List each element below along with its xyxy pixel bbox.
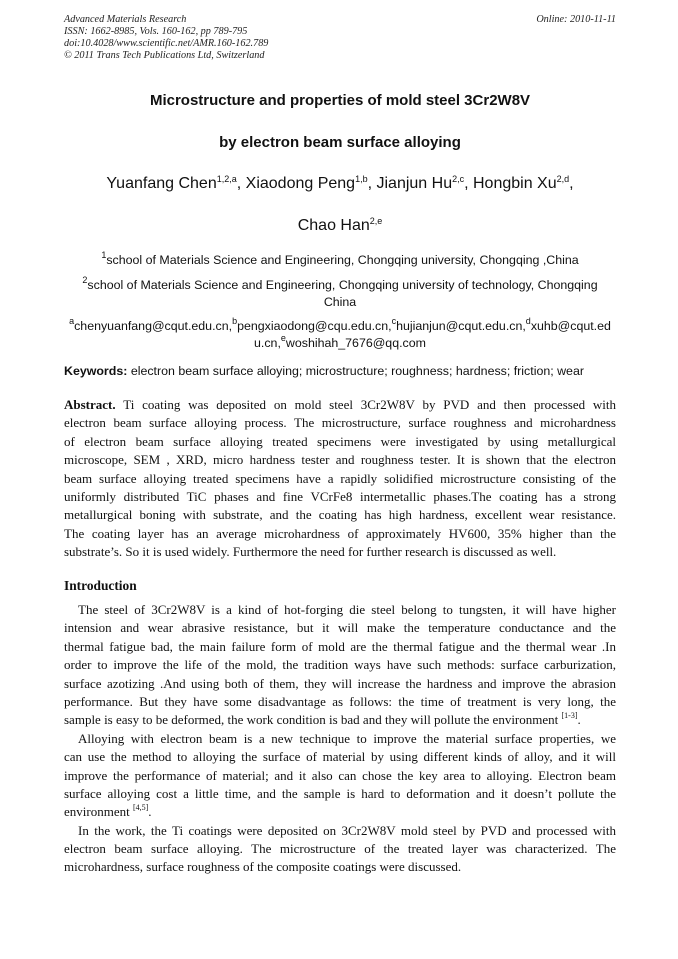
abstract-line: beam surface alloying treated specimens have a rapidly solidified microstructure consisting of the [64, 470, 616, 486]
intro-line: electron beam surface alloying. The microstructure of the treated layer was characterized. The [64, 841, 616, 857]
author-name: Xiaodong Peng [245, 175, 356, 192]
paper-title-line-1: Microstructure and properties of mold steel 3Cr2W8V [149, 92, 531, 109]
email-mark-d: d [525, 316, 531, 326]
keywords-text: electron beam surface alloying; microstructure; roughness; hardness; friction; wear [130, 364, 584, 378]
email-a: chenyuanfang@cqut.edu.cn, [74, 319, 233, 333]
intro-line-text: environment [64, 804, 133, 820]
author-separator: , [236, 175, 246, 192]
intro-line: surface alloying cost a little time, and the sample is hard to deformation and it doesn’t pollute the [64, 785, 616, 801]
email-d-part1: xuhb@cqut.ed [530, 319, 611, 333]
intro-line-end: . [148, 804, 152, 820]
intro-line [64, 711, 616, 729]
email-c: hujianjun@cqut.edu.cn, [396, 319, 526, 333]
doi-line: doi:10.4028/www.scientific.net/AMR.160-162.789 [64, 38, 269, 49]
author-affiliation-mark: 2,d [556, 174, 570, 184]
author-affiliation-mark: 2,c [452, 174, 465, 184]
affiliation-mark: 2 [82, 275, 88, 285]
author-affiliation-mark: 1,2,a [216, 174, 237, 184]
affiliation-1 [64, 252, 616, 269]
email-e: woshihah_7676@qq.com [285, 336, 426, 350]
abstract-line: metallurgical boning with substrate, and the coating has high hardness, excellent wear resistance. [64, 507, 616, 523]
issn-line: ISSN: 1662-8985, Vols. 160-162, pp 789-795 [64, 26, 248, 37]
intro-line: intension and wear abrasive resistance, but it will make the temperature conductance and the [64, 620, 616, 636]
intro-line: improve the performance of material; and it also can chose the key area to alloying. Electron beam [64, 767, 616, 783]
author-emails [64, 318, 616, 352]
email-mark-c: c [391, 316, 397, 326]
email-mark-a: a [69, 316, 75, 326]
author-name: Jianjun Hu [376, 175, 453, 192]
abstract-line: Ti coating was deposited on mold steel 3Cr2W8V by PVD and then processed with [123, 397, 617, 412]
email-b: pengxiaodong@cqu.edu.cn, [237, 319, 392, 333]
affiliation-2 [64, 277, 616, 311]
author-affiliation-mark: 1,b [355, 174, 368, 184]
intro-line: can use the method to alloying the surface of material by using different kinds of alloy, and it will [64, 749, 616, 765]
intro-line: Alloying with electron beam is a new technique to improve the material surface properties, we [78, 730, 616, 746]
online-date: Online: 2010-11-11 [536, 14, 616, 25]
intro-line-text: sample is easy to be deformed, the work condition is bad and they will pollute the environment [64, 712, 562, 728]
intro-line: thermal fatigue bad, the main failure form of mold are the thermal fatigue and the thermal wear .In [64, 638, 616, 654]
email-d-part2: u.cn, [254, 336, 281, 350]
affiliation-text: school of Materials Science and Engineering, Chongqing university, Chongqing ,China [106, 253, 579, 267]
section-heading-introduction: Introduction [64, 578, 137, 593]
intro-line [64, 803, 616, 821]
introduction-body [64, 601, 616, 877]
copyright-line: © 2011 Trans Tech Publications Ltd, Switzerland [64, 50, 265, 61]
paper-title-line-2: by electron beam surface alloying [219, 134, 461, 151]
intro-line: The steel of 3Cr2W8V is a kind of hot-forging die steel belong to tungsten, it will have higher [78, 602, 616, 617]
email-mark-b: b [232, 316, 238, 326]
affiliation-mark: 1 [101, 250, 107, 260]
citation: [1-3] [561, 711, 578, 721]
abstract-line: microscope, SEM , XRD, micro hardness tester and roughness tester. It is shown that the electron [64, 452, 616, 468]
journal-header [64, 14, 616, 62]
abstract-line: The coating layer has an average microhardness of approximately HV600, 35% higher than the [64, 525, 616, 541]
keywords-label: Keywords: [64, 364, 128, 378]
author-affiliation-mark: 2,e [369, 216, 383, 226]
abstract-label: Abstract. [64, 397, 116, 412]
citation: [4,5] [132, 803, 149, 813]
author-separator: , [367, 175, 377, 192]
affiliation-text-cont: China [323, 295, 357, 309]
author-name: Chao Han [297, 217, 370, 234]
author-separator: , [464, 175, 473, 192]
author-name: Hongbin Xu [473, 175, 557, 192]
intro-line: microhardness, surface roughness of the composite coatings were discussed. [64, 859, 462, 875]
intro-line-end: . [577, 712, 581, 728]
abstract-line: uniformly distributed TiC phases and fine VCrFe8 intermetallic phases.The coating has a strong [64, 488, 616, 504]
affiliation-text: school of Materials Science and Engineering, Chongqing university of technology, Chongqing [87, 278, 598, 292]
author-list-line-2 [64, 216, 616, 236]
intro-line: In the work, the Ti coatings were deposited on 3Cr2W8V mold steel by PVD and processed with [78, 822, 616, 838]
abstract-line: substrate’s. So it is used widely. Furthermore the need for further research is discussed as well. [64, 544, 557, 560]
author-list [64, 174, 616, 194]
abstract [64, 396, 616, 562]
keywords [64, 363, 616, 380]
abstract-line: of electron beam surface alloying treated specimens were investigated by using metallurgical [64, 433, 616, 449]
abstract-line: electron beam surface alloying process. The microstructure, surface roughness and microhardness [64, 415, 616, 431]
journal-name: Advanced Materials Research [64, 14, 187, 25]
header-left [64, 14, 616, 62]
author-separator: , [569, 175, 574, 192]
email-mark-e: e [280, 333, 286, 343]
author-name: Yuanfang Chen [106, 175, 217, 192]
intro-line: order to improve the life of the mold, the tradition ways have such methods: surface carburization, [64, 657, 616, 673]
intro-line: performance. But they have some disadvantage as follows: the time of treatment is very long, the [64, 693, 616, 709]
intro-line: surface azotizing .And using both of them, they will increase the hardness and improve the abrasion [64, 675, 616, 691]
